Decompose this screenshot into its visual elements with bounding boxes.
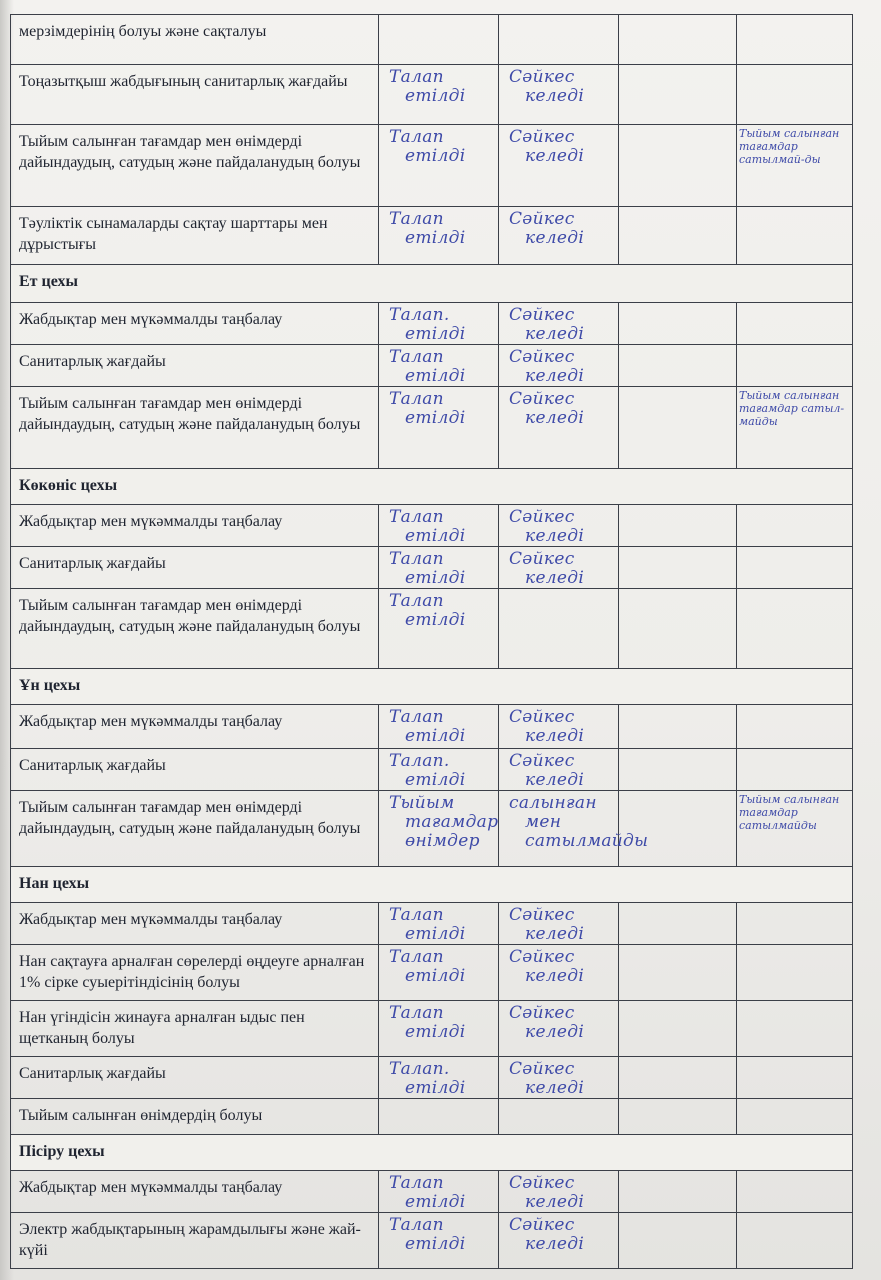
handwritten-text: етілді (405, 726, 466, 746)
handwritten-compliance-cell (499, 547, 619, 589)
handwritten-text: етілді (405, 770, 466, 790)
section-title: Пісіру цехы (11, 1135, 853, 1171)
criterion-label: Тыйым салынған тағамдар мен өнімдерді дайындаудың, сатудың және пайдаланудың болуы (11, 589, 379, 669)
handwritten-note-cell (737, 903, 853, 945)
handwritten-requirement-cell (379, 1001, 499, 1057)
criterion-label: Санитарлық жағдайы (11, 345, 379, 387)
handwritten-note-cell (737, 15, 853, 65)
criterion-label: Тыйым салынған тағамдар мен өнімдерді дайындаудың, сатудың және пайдаланудың болуы (11, 387, 379, 469)
table-row (11, 303, 853, 345)
section-header-row (11, 469, 853, 505)
criterion-label: Тоңазытқыш жабдығының санитарлық жағдайы (11, 65, 379, 125)
handwritten-text: Сәйкес (509, 947, 575, 967)
criterion-label: Жабдықтар мен мүкәммалды таңбалау (11, 505, 379, 547)
handwritten-text: Талап (389, 67, 444, 87)
handwritten-note-cell (737, 207, 853, 265)
table-row (11, 791, 853, 867)
table-row (11, 1099, 853, 1135)
handwritten-text: етілді (405, 228, 466, 248)
handwritten-note-cell (737, 303, 853, 345)
handwritten-compliance-cell (499, 125, 619, 207)
handwritten-text: келеді (525, 324, 585, 344)
criterion-label: Жабдықтар мен мүкәммалды таңбалау (11, 705, 379, 749)
handwritten-text: Талап (389, 947, 444, 967)
table-row (11, 65, 853, 125)
handwritten-note-cell: Тыйым салынған тағамдар сатыл-майды (737, 387, 853, 469)
handwritten-note-cell (737, 705, 853, 749)
criterion-label: Нан сақтауға арналған сөрелерді өңдеуге арналған 1% сірке суыерітіндісінің болуы (11, 945, 379, 1001)
criterion-label: Нан үгіндісін жинауға арналған ыдыс пен щетканың болуы (11, 1001, 379, 1057)
handwritten-compliance-cell (499, 207, 619, 265)
handwritten-text: етілді (405, 924, 466, 944)
handwritten-text: етілді (405, 568, 466, 588)
inspection-table (10, 14, 853, 1269)
empty-cell (619, 749, 737, 791)
empty-cell (619, 1001, 737, 1057)
handwritten-requirement-cell (379, 547, 499, 589)
empty-cell (619, 1057, 737, 1099)
table-row (11, 903, 853, 945)
handwritten-text: етілді (405, 146, 466, 166)
handwritten-text: Сәйкес (509, 305, 575, 325)
handwritten-note-cell (737, 505, 853, 547)
section-header-row (11, 265, 853, 303)
handwritten-text: Сәйкес (509, 1059, 575, 1079)
empty-cell (619, 791, 737, 867)
handwritten-text: сатылмайды (525, 831, 649, 851)
criterion-label: Тыйым салынған тағамдар мен өнімдерді дайындаудың, сатудың және пайдаланудың болуы (11, 791, 379, 867)
inspection-table-body (11, 15, 853, 1269)
empty-cell (619, 303, 737, 345)
handwritten-compliance-cell (499, 345, 619, 387)
handwritten-text: Талап (389, 1003, 444, 1023)
empty-cell (619, 1099, 737, 1135)
handwritten-text: етілді (405, 966, 466, 986)
empty-cell (619, 1213, 737, 1269)
handwritten-requirement-cell (379, 1171, 499, 1213)
empty-cell (619, 345, 737, 387)
empty-cell (619, 1171, 737, 1213)
section-title: Ет цехы (11, 265, 853, 303)
handwritten-compliance-cell (499, 1057, 619, 1099)
handwritten-requirement-cell (379, 1057, 499, 1099)
table-row (11, 547, 853, 589)
criterion-label: Санитарлық жағдайы (11, 749, 379, 791)
handwritten-note-cell (737, 1213, 853, 1269)
table-row (11, 1057, 853, 1099)
handwritten-text: келеді (525, 726, 585, 746)
handwritten-requirement-cell (379, 903, 499, 945)
handwritten-compliance-cell (499, 903, 619, 945)
handwritten-text: Талап (389, 707, 444, 727)
handwritten-text: Сәйкес (509, 209, 575, 229)
section-title: Нан цехы (11, 867, 853, 903)
handwritten-text: Сәйкес (509, 1173, 575, 1193)
handwritten-text: келеді (525, 568, 585, 588)
criterion-label: Тыйым салынған өнімдердің болуы (11, 1099, 379, 1135)
criterion-label: мерзімдерінің болуы және сақталуы (11, 15, 379, 65)
handwritten-text: етілді (405, 1192, 466, 1212)
handwritten-text: етілді (405, 610, 466, 630)
handwritten-text: етілді (405, 1078, 466, 1098)
handwritten-requirement-cell (379, 589, 499, 669)
table-row (11, 207, 853, 265)
handwritten-compliance-cell (499, 749, 619, 791)
handwritten-text: Талап. (389, 1059, 450, 1079)
empty-cell (619, 945, 737, 1001)
table-row (11, 749, 853, 791)
section-header-row (11, 669, 853, 705)
handwritten-compliance-cell (499, 705, 619, 749)
handwritten-requirement-cell (379, 705, 499, 749)
handwritten-compliance-cell (499, 15, 619, 65)
handwritten-compliance-cell (499, 505, 619, 547)
handwritten-text: Сәйкес (509, 507, 575, 527)
handwritten-requirement-cell (379, 1099, 499, 1135)
handwritten-note-cell (737, 1171, 853, 1213)
empty-cell (619, 705, 737, 749)
handwritten-requirement-cell (379, 303, 499, 345)
handwritten-text: келеді (525, 770, 585, 790)
handwritten-text: етілді (405, 1234, 466, 1254)
handwritten-requirement-cell (379, 387, 499, 469)
handwritten-requirement-cell (379, 791, 499, 867)
handwritten-note-cell (737, 1057, 853, 1099)
empty-cell (619, 903, 737, 945)
empty-cell (619, 125, 737, 207)
handwritten-text: Сәйкес (509, 549, 575, 569)
handwritten-text: Талап (389, 389, 444, 409)
table-row (11, 705, 853, 749)
handwritten-requirement-cell (379, 15, 499, 65)
handwritten-text: етілді (405, 366, 466, 386)
criterion-label: Тыйым салынған тағамдар мен өнімдерді дайындаудың, сатудың және пайдаланудың болуы (11, 125, 379, 207)
handwritten-text: Талап (389, 591, 444, 611)
table-row (11, 345, 853, 387)
handwritten-requirement-cell (379, 345, 499, 387)
empty-cell (619, 505, 737, 547)
handwritten-text: мен (525, 812, 562, 832)
handwritten-text: етілді (405, 1022, 466, 1042)
handwritten-compliance-cell (499, 303, 619, 345)
handwritten-compliance-cell (499, 589, 619, 669)
handwritten-text: Сәйкес (509, 1215, 575, 1235)
handwritten-text: Сәйкес (509, 389, 575, 409)
handwritten-text: Сәйкес (509, 905, 575, 925)
table-row (11, 1213, 853, 1269)
handwritten-text: Талап (389, 1215, 444, 1235)
handwritten-text: Талап (389, 1173, 444, 1193)
handwritten-text: етілді (405, 86, 466, 106)
handwritten-text: Сәйкес (509, 751, 575, 771)
handwritten-note-cell: Тыйым салынған тағамдар сатылмай-ды (737, 125, 853, 207)
handwritten-text: келеді (525, 1192, 585, 1212)
handwritten-text: келеді (525, 966, 585, 986)
handwritten-requirement-cell (379, 945, 499, 1001)
empty-cell (619, 589, 737, 669)
criterion-label: Санитарлық жағдайы (11, 547, 379, 589)
handwritten-compliance-cell (499, 387, 619, 469)
handwritten-note-cell (737, 345, 853, 387)
handwritten-text: келеді (525, 228, 585, 248)
handwritten-text: келеді (525, 1078, 585, 1098)
handwritten-text: келеді (525, 146, 585, 166)
table-row (11, 1001, 853, 1057)
empty-cell (619, 15, 737, 65)
handwritten-requirement-cell (379, 125, 499, 207)
handwritten-requirement-cell (379, 65, 499, 125)
handwritten-note-cell (737, 749, 853, 791)
criterion-label: Жабдықтар мен мүкәммалды таңбалау (11, 903, 379, 945)
table-row (11, 945, 853, 1001)
empty-cell (619, 207, 737, 265)
handwritten-requirement-cell (379, 749, 499, 791)
handwritten-compliance-cell (499, 1171, 619, 1213)
handwritten-compliance-cell (499, 1001, 619, 1057)
handwritten-text: Сәйкес (509, 347, 575, 367)
handwritten-compliance-cell (499, 1099, 619, 1135)
empty-cell (619, 65, 737, 125)
handwritten-requirement-cell (379, 505, 499, 547)
handwritten-text: Талап (389, 905, 444, 925)
handwritten-text: етілді (405, 526, 466, 546)
table-row (11, 1171, 853, 1213)
handwritten-text: Талап (389, 127, 444, 147)
criterion-label: Электр жабдықтарының жарамдылығы және жай-күйі (11, 1213, 379, 1269)
handwritten-text: Талап. (389, 751, 450, 771)
handwritten-text: келеді (525, 366, 585, 386)
handwritten-text: Талап. (389, 305, 450, 325)
handwritten-text: тағамдар (405, 812, 499, 832)
handwritten-text: келеді (525, 86, 585, 106)
handwritten-note-cell (737, 65, 853, 125)
section-header-row (11, 1135, 853, 1171)
table-row (11, 505, 853, 547)
handwritten-text: келеді (525, 924, 585, 944)
handwritten-text: Талап (389, 347, 444, 367)
handwritten-text: Сәйкес (509, 127, 575, 147)
handwritten-compliance-cell (499, 791, 649, 867)
table-row (11, 387, 853, 469)
handwritten-text: етілді (405, 324, 466, 344)
handwritten-note-cell (737, 1099, 853, 1135)
criterion-label: Санитарлық жағдайы (11, 1057, 379, 1099)
handwritten-text: Талап (389, 507, 444, 527)
handwritten-compliance-cell (499, 945, 619, 1001)
handwritten-text: Сәйкес (509, 1003, 575, 1023)
handwritten-text: келеді (525, 1234, 585, 1254)
handwritten-text: келеді (525, 526, 585, 546)
handwritten-text: Сәйкес (509, 67, 575, 87)
handwritten-note-cell: Тыйым салынған тағамдар сатылмайды (737, 791, 853, 867)
handwritten-note-cell (737, 547, 853, 589)
criterion-label: Тәуліктік сынамаларды сақтау шарттары мен дұрыстығы (11, 207, 379, 265)
handwritten-note-cell (737, 589, 853, 669)
handwritten-note-cell (737, 945, 853, 1001)
section-title: Көкөніс цехы (11, 469, 853, 505)
section-header-row (11, 867, 853, 903)
handwritten-compliance-cell (499, 65, 619, 125)
empty-cell (619, 547, 737, 589)
handwritten-note-cell (737, 1001, 853, 1057)
handwritten-text: өнімдер (405, 831, 480, 851)
empty-cell (619, 387, 737, 469)
handwritten-text: келеді (525, 408, 585, 428)
handwritten-requirement-cell (379, 207, 499, 265)
handwritten-requirement-cell (379, 1213, 499, 1269)
table-row (11, 15, 853, 65)
handwritten-compliance-cell (499, 1213, 619, 1269)
handwritten-text: Тыйым (389, 793, 455, 813)
section-title: Ұн цехы (11, 669, 853, 705)
handwritten-text: салынған (509, 793, 597, 813)
criterion-label: Жабдықтар мен мүкәммалды таңбалау (11, 1171, 379, 1213)
handwritten-text: келеді (525, 1022, 585, 1042)
criterion-label: Жабдықтар мен мүкәммалды таңбалау (11, 303, 379, 345)
handwritten-text: етілді (405, 408, 466, 428)
handwritten-text: Талап (389, 209, 444, 229)
table-row (11, 589, 853, 669)
handwritten-text: Талап (389, 549, 444, 569)
table-row (11, 125, 853, 207)
handwritten-text: Сәйкес (509, 707, 575, 727)
